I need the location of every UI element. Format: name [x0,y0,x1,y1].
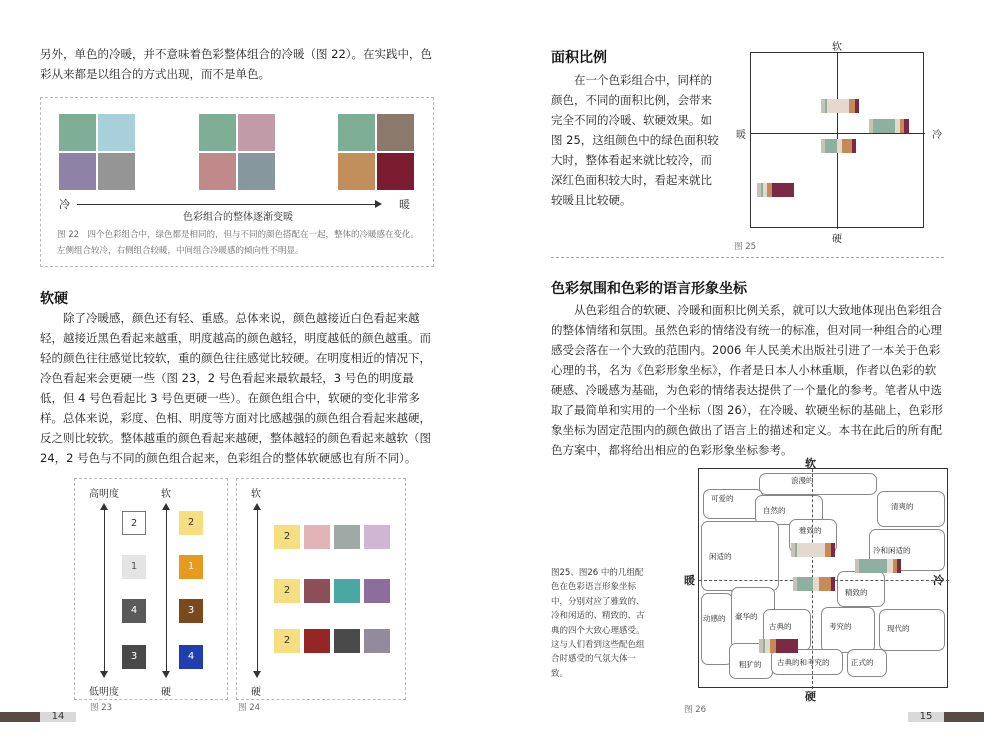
color-swatch: 2 [274,525,300,549]
palette-chip [904,119,909,133]
fig25-axis-right: 冷 [932,130,942,141]
horizontal-axis [751,133,925,134]
palette-chip [852,139,856,153]
region-label: 自然的 [763,506,786,515]
palette-chip [859,559,887,573]
intro-paragraph: 另外，单色的冷暖，并不意味着色彩整体组合的冷暖（图 22）。在实践中，色彩从来都是以组合的方式出现，而不是单色。 [40,47,433,81]
color-swatch [238,114,275,151]
area-ratio-paragraph: 在一个色彩组合中，同样的颜色，不同的面积比例，会带来完全不同的冷暖、软硬效果。如图 25，这组颜色中的绿色面积较大时，整体看起来就比较冷，而深红色面积较大时，看起来就比较暖且比较硬。 [551,73,719,207]
color-swatch [199,114,236,151]
palette-chip [819,577,831,591]
region-label: 古典的 [769,622,792,631]
region-label: 精致的 [845,588,868,597]
figure-26-caption: 图 26 [684,705,707,715]
arrow-down-icon [100,671,108,678]
palette-chip [831,577,835,591]
palette-chip [776,639,798,653]
palette-chip [831,543,835,557]
arrow-label: 色彩组合的整体逐渐变暖 [183,212,293,223]
high-lightness-label: 高明度 [89,489,119,500]
figure-22-caption-1: 图 22 四个色彩组合中，绿色都是相同的，但与不同的颜色搭配在一起，整体的冷暖感在变化。 [57,230,420,240]
color-swatch: 2 [274,629,300,653]
color-swatch [59,153,96,190]
color-swatch [59,114,96,151]
color-swatch [334,525,360,549]
fig25-axis-left: 暖 [736,130,746,141]
page-number-right: 15 [908,712,944,722]
figure-22-caption-2: 左侧组合较冷，右侧组合较暖，中间组合冷暖感的倾向性不明显。 [57,246,304,256]
palette-chip [772,183,794,197]
figure-24 [236,478,406,700]
palette-chip [825,139,837,153]
gray-swatch: 2 [122,511,146,535]
gray-swatch: 3 [122,645,146,669]
color-swatch [364,579,390,603]
palette-chip [842,139,852,153]
fig26-axis-right: 冷 [933,574,944,587]
color-swatch [304,579,330,603]
color-swatch [377,153,414,190]
hard-label: 硬 [251,687,261,698]
region-label: 浪漫的 [791,476,814,485]
palette-chip [827,99,849,113]
region-label: 考究的 [829,622,852,631]
arrow-right-label: 暖 [399,198,410,211]
soft-label: 软 [161,489,171,500]
figure-22 [40,97,434,267]
region-label: 冷和闲适的 [873,546,911,555]
color-swatch [364,629,390,653]
figure-24-caption: 图 24 [238,703,261,713]
section-title-area-ratio: 面积比例 [551,50,607,66]
palette-chip [797,577,813,591]
color-swatch [199,153,236,190]
figure-25 [750,52,924,228]
gray-swatch: 1 [122,555,146,579]
color-swatch [338,114,375,151]
fig25-axis-bottom: 硬 [832,234,842,245]
palette-chip [897,559,901,573]
page-number-left: 14 [40,712,76,722]
fig26-axis-bottom: 硬 [805,690,816,703]
footer-bar [944,712,984,722]
gray-swatch: 4 [122,599,146,623]
palette-chip [855,99,859,113]
hard-label: 硬 [161,687,171,698]
low-lightness-label: 低明度 [89,687,119,698]
color-swatch [238,153,275,190]
footer-bar [0,712,40,722]
arrow-up-icon [253,503,261,510]
arrow-left-label: 冷 [59,198,70,211]
palette-chip [797,543,825,557]
region-label: 古典的和考究的 [777,658,830,667]
image-region [759,473,877,495]
arrow-head-icon [375,200,382,208]
region-label: 动感的 [703,614,726,623]
softhard-paragraph: 除了冷暖感，颜色还有轻、重感。总体来说，颜色越接近白色看起来越轻，越接近黑色看起来越重，明度越高的颜色越轻，明度越低的颜色越重。而轻的颜色往往感觉比较软，重的颜色往往感觉比较硬。在明度相近的情况下，冷色看起来会更硬一些（图 23，2 号色看起来最软最轻，3 号色的明度最低，但 4 号色看起比 3 号色更硬一些）。在颜色组合中，软硬的变化非常多样。总体来说，彩度、色相、明度等方面对比感越强的颜色组合看起来越硬，反之则比较软。整体越重的颜色看起来越硬，整体越轻的颜色看起来越软（图 24，2 号色与不同的颜色组合起来，色彩组合的整体软硬感也有所不同）。 [40,311,431,465]
color-swatch [334,579,360,603]
section-title-softhard: 软硬 [40,291,68,307]
region-label: 可爱的 [711,494,734,503]
color-swatch [98,153,135,190]
color-swatch [98,114,135,151]
arrow-down-icon [253,671,261,678]
section-title-color-image-scale: 色彩氛围和色彩的语言形象坐标 [551,281,747,297]
figure-23-caption: 图 23 [90,703,113,713]
region-label: 清爽的 [891,502,914,511]
color-swatch [304,525,330,549]
color-image-paragraph: 从色彩组合的软硬、冷暖和面积比例关系，就可以大致地体现出色彩组合的整体情绪和氛围。虽然色彩的情绪没有统一的标准，但对同一种组合的心理感受会落在一个大致的范围内。2006 年人民美术出版社引进了一本关于色彩心理的书，名为《色彩形象坐标》，作者是日本人小林重顺，作者以色彩的软硬感、冷暖感为基础，为色彩的情绪表达提供了一个量化的参考。笔者从中选取了最简单和实用的一个坐标（图 26），在冷暖、软硬坐标的基础上，色彩形象坐标为固定范围内的颜色做出了语言上的描述和定义。本书在此后的所有配色方案中，都将给出相应的色彩形象坐标参考。 [551,303,944,457]
palette-chip [873,119,895,133]
color-swatch: 4 [179,645,203,669]
softness-axis [257,505,258,677]
fig26-axis-top: 软 [805,457,816,470]
region-label: 雅致的 [799,526,822,535]
arrow-up-icon [162,503,170,510]
region-label: 粗犷的 [739,660,762,669]
region-label: 闲适的 [709,552,732,561]
warming-arrow [77,204,377,205]
figure-26 [698,468,948,688]
color-swatch [304,629,330,653]
region-label: 正式的 [851,658,874,667]
region-label: 现代的 [887,624,910,633]
color-swatch: 2 [179,511,203,535]
color-swatch [377,114,414,151]
color-swatch [334,629,360,653]
fig25-axis-top: 软 [832,42,842,53]
color-swatch: 2 [274,579,300,603]
arrow-up-icon [100,503,108,510]
fig26-axis-left: 暖 [684,574,695,587]
soft-label: 软 [251,489,261,500]
side-note: 图25、图26 中的几组配色在色彩语言形象坐标中，分别对应了雅致的、冷和闲适的、精致的、古典的四个大致心理感受。这与人们看到这些配色组合时感受的气氛大体一致。 [551,568,645,679]
lightness-axis [104,505,105,677]
region-label: 豪华的 [735,612,758,621]
color-swatch: 3 [179,599,203,623]
color-swatch [338,153,375,190]
arrow-down-icon [162,671,170,678]
softness-axis [166,505,167,677]
color-swatch [364,525,390,549]
figure-23 [74,478,228,700]
figure-25-caption: 图 25 [734,242,757,252]
section-divider [551,257,944,258]
color-swatch: 1 [179,555,203,579]
